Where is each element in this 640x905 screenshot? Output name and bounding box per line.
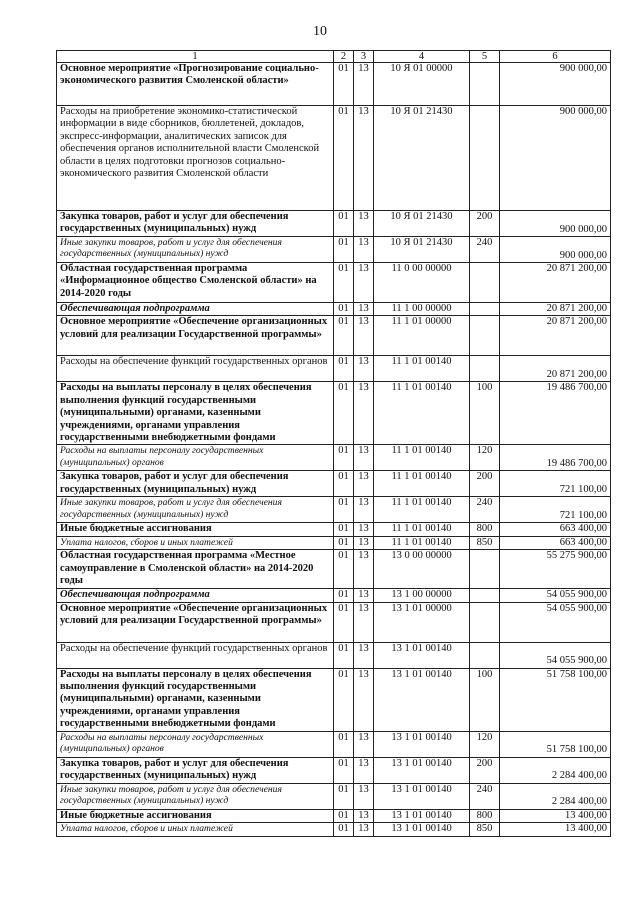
row-subsection: 13	[354, 589, 374, 602]
row-expense-type	[470, 303, 500, 316]
row-section: 01	[334, 550, 354, 589]
col-header-5: 5	[470, 51, 500, 63]
row-expense-type: 800	[470, 523, 500, 536]
row-section: 01	[334, 642, 354, 668]
table-row	[57, 445, 611, 471]
col-header-4: 4	[374, 51, 470, 63]
col-header-3: 3	[354, 51, 374, 63]
row-name: Иные бюджетные ассигнования	[57, 809, 334, 822]
row-target-code: 11 1 01 00140	[374, 471, 470, 497]
row-target-code: 13 1 01 00140	[374, 642, 470, 668]
row-name: Основное мероприятие «Обеспечение организационных условий для реализации Государственной программы»	[57, 602, 334, 642]
row-amount: 54 055 900,00	[500, 589, 611, 602]
row-name: Расходы на выплаты персоналу государственных (муниципальных) органов	[57, 445, 334, 471]
row-subsection: 13	[354, 757, 374, 783]
row-expense-type: 200	[470, 471, 500, 497]
row-subsection: 13	[354, 550, 374, 589]
table-row	[57, 523, 611, 536]
row-amount: 900 000,00	[500, 237, 611, 263]
row-subsection: 13	[354, 382, 374, 445]
table-row	[57, 602, 611, 642]
row-target-code: 11 0 00 00000	[374, 263, 470, 303]
row-subsection: 13	[354, 316, 374, 356]
row-section: 01	[334, 497, 354, 523]
row-section: 01	[334, 471, 354, 497]
row-subsection: 13	[354, 356, 374, 382]
row-name: Закупка товаров, работ и услуг для обеспечения государственных (муниципальных) нужд	[57, 757, 334, 783]
row-subsection: 13	[354, 237, 374, 263]
row-name: Закупка товаров, работ и услуг для обеспечения государственных (муниципальных) нужд	[57, 211, 334, 237]
row-amount: 20 871 200,00	[500, 303, 611, 316]
row-name: Основное мероприятие «Обеспечение организационных условий для реализации Государственной программы»	[57, 316, 334, 356]
row-section: 01	[334, 757, 354, 783]
row-target-code: 13 1 01 00140	[374, 783, 470, 809]
row-name: Уплата налогов, сборов и иных платежей	[57, 823, 334, 836]
row-subsection: 13	[354, 602, 374, 642]
row-amount: 54 055 900,00	[500, 602, 611, 642]
row-subsection: 13	[354, 536, 374, 549]
row-expense-type: 800	[470, 809, 500, 822]
row-amount: 51 758 100,00	[500, 731, 611, 757]
row-amount: 2 284 400,00	[500, 757, 611, 783]
row-expense-type	[470, 602, 500, 642]
row-section: 01	[334, 809, 354, 822]
row-expense-type	[470, 63, 500, 106]
row-expense-type: 240	[470, 237, 500, 263]
row-name: Расходы на обеспечение функций государственных органов	[57, 356, 334, 382]
row-expense-type	[470, 106, 500, 211]
row-amount: 20 871 200,00	[500, 263, 611, 303]
row-target-code: 13 0 00 00000	[374, 550, 470, 589]
table-row	[57, 471, 611, 497]
row-subsection: 13	[354, 471, 374, 497]
table-row	[57, 823, 611, 836]
row-expense-type	[470, 356, 500, 382]
row-subsection: 13	[354, 731, 374, 757]
row-section: 01	[334, 668, 354, 731]
row-section: 01	[334, 237, 354, 263]
row-target-code: 11 1 01 00140	[374, 523, 470, 536]
row-target-code: 13 1 01 00140	[374, 823, 470, 836]
row-subsection: 13	[354, 211, 374, 237]
row-expense-type: 850	[470, 536, 500, 549]
table-row	[57, 642, 611, 668]
row-expense-type: 850	[470, 823, 500, 836]
row-section: 01	[334, 823, 354, 836]
row-section: 01	[334, 316, 354, 356]
row-expense-type: 240	[470, 783, 500, 809]
row-target-code: 11 1 01 00140	[374, 445, 470, 471]
table-row	[57, 382, 611, 445]
row-amount: 55 275 900,00	[500, 550, 611, 589]
table-row	[57, 237, 611, 263]
table-row	[57, 356, 611, 382]
row-name: Основное мероприятие «Прогнозирование социально-экономического развития Смоленской области»	[57, 63, 334, 106]
row-expense-type	[470, 550, 500, 589]
row-section: 01	[334, 382, 354, 445]
row-amount: 900 000,00	[500, 211, 611, 237]
row-section: 01	[334, 445, 354, 471]
row-amount: 721 100,00	[500, 497, 611, 523]
row-section: 01	[334, 63, 354, 106]
row-amount: 13 400,00	[500, 823, 611, 836]
row-expense-type	[470, 316, 500, 356]
row-name: Уплата налогов, сборов и иных платежей	[57, 536, 334, 549]
row-target-code: 11 1 01 00140	[374, 382, 470, 445]
row-expense-type	[470, 589, 500, 602]
row-name: Областная государственная программа «Информационное общество Смоленской области» на 2014-2020 годы	[57, 263, 334, 303]
row-target-code: 13 1 01 00140	[374, 757, 470, 783]
table-row	[57, 303, 611, 316]
row-amount: 900 000,00	[500, 63, 611, 106]
row-target-code: 13 1 01 00000	[374, 602, 470, 642]
row-target-code: 11 1 01 00140	[374, 356, 470, 382]
row-name: Областная государственная программа «Местное самоуправление в Смоленской области» на 2014-2020 годы	[57, 550, 334, 589]
row-section: 01	[334, 106, 354, 211]
row-target-code: 13 1 00 00000	[374, 589, 470, 602]
row-name: Расходы на выплаты персоналу в целях обеспечения выполнения функций государственными (муниципальными) органами, казенными учреждениями, органами управления государственными внебюджетными фондами	[57, 382, 334, 445]
table-row	[57, 589, 611, 602]
col-header-1: 1	[57, 51, 334, 63]
row-name: Расходы на обеспечение функций государственных органов	[57, 642, 334, 668]
row-section: 01	[334, 523, 354, 536]
row-section: 01	[334, 356, 354, 382]
table-row	[57, 550, 611, 589]
row-subsection: 13	[354, 106, 374, 211]
row-expense-type	[470, 263, 500, 303]
row-expense-type: 200	[470, 757, 500, 783]
row-amount: 13 400,00	[500, 809, 611, 822]
row-section: 01	[334, 211, 354, 237]
row-name: Закупка товаров, работ и услуг для обеспечения государственных (муниципальных) нужд	[57, 471, 334, 497]
row-name: Иные закупки товаров, работ и услуг для обеспечения государственных (муниципальных) нужд	[57, 237, 334, 263]
row-target-code: 13 1 01 00140	[374, 809, 470, 822]
page-number: 10	[313, 24, 327, 39]
row-name: Иные бюджетные ассигнования	[57, 523, 334, 536]
row-subsection: 13	[354, 63, 374, 106]
row-subsection: 13	[354, 263, 374, 303]
row-amount: 663 400,00	[500, 536, 611, 549]
row-subsection: 13	[354, 668, 374, 731]
row-target-code: 11 1 00 00000	[374, 303, 470, 316]
row-name: Иные закупки товаров, работ и услуг для обеспечения государственных (муниципальных) нужд	[57, 497, 334, 523]
row-target-code: 11 1 01 00140	[374, 536, 470, 549]
budget-table	[56, 50, 611, 837]
row-section: 01	[334, 263, 354, 303]
row-amount: 19 486 700,00	[500, 445, 611, 471]
row-name: Обеспечивающая подпрограмма	[57, 589, 334, 602]
row-expense-type	[470, 642, 500, 668]
row-name: Расходы на приобретение экономико-статистической информации в виде сборников, бюллетеней, докладов, экспресс-информации, аналитических записок для обеспечения органов исполнительной власти Смоленской области в целях подготовки прогнозов социально-экономического развития Смоленской области	[57, 106, 334, 211]
row-subsection: 13	[354, 809, 374, 822]
row-amount: 2 284 400,00	[500, 783, 611, 809]
row-amount: 900 000,00	[500, 106, 611, 211]
row-expense-type: 100	[470, 668, 500, 731]
row-name: Иные закупки товаров, работ и услуг для обеспечения государственных (муниципальных) нужд	[57, 783, 334, 809]
table-row	[57, 668, 611, 731]
row-section: 01	[334, 589, 354, 602]
row-subsection: 13	[354, 783, 374, 809]
row-target-code: 11 1 01 00140	[374, 497, 470, 523]
table-row	[57, 783, 611, 809]
row-expense-type: 240	[470, 497, 500, 523]
table-row	[57, 536, 611, 549]
row-target-code: 10 Я 01 21430	[374, 106, 470, 211]
row-section: 01	[334, 303, 354, 316]
row-subsection: 13	[354, 497, 374, 523]
table-row	[57, 497, 611, 523]
row-subsection: 13	[354, 303, 374, 316]
table-row	[57, 63, 611, 106]
row-expense-type: 120	[470, 731, 500, 757]
row-expense-type: 100	[470, 382, 500, 445]
row-amount: 721 100,00	[500, 471, 611, 497]
row-amount: 20 871 200,00	[500, 316, 611, 356]
row-name: Расходы на выплаты персоналу государственных (муниципальных) органов	[57, 731, 334, 757]
row-target-code: 13 1 01 00140	[374, 731, 470, 757]
row-amount: 663 400,00	[500, 523, 611, 536]
row-section: 01	[334, 602, 354, 642]
row-section: 01	[334, 731, 354, 757]
table-row	[57, 316, 611, 356]
table-row	[57, 106, 611, 211]
table-row	[57, 211, 611, 237]
row-name: Обеспечивающая подпрограмма	[57, 303, 334, 316]
col-header-2: 2	[334, 51, 354, 63]
row-target-code: 10 Я 01 21430	[374, 237, 470, 263]
col-header-6: 6	[500, 51, 611, 63]
table-row	[57, 731, 611, 757]
row-subsection: 13	[354, 523, 374, 536]
row-name: Расходы на выплаты персоналу в целях обеспечения выполнения функций государственными (муниципальными) органами, казенными учреждениями, органами управления государственными внебюджетными фондами	[57, 668, 334, 731]
row-subsection: 13	[354, 642, 374, 668]
row-target-code: 13 1 01 00140	[374, 668, 470, 731]
row-amount: 51 758 100,00	[500, 668, 611, 731]
row-subsection: 13	[354, 823, 374, 836]
header-row	[57, 51, 611, 63]
table-row	[57, 263, 611, 303]
table-body	[57, 63, 611, 837]
row-section: 01	[334, 536, 354, 549]
row-amount: 54 055 900,00	[500, 642, 611, 668]
row-expense-type: 120	[470, 445, 500, 471]
row-amount: 19 486 700,00	[500, 382, 611, 445]
row-subsection: 13	[354, 445, 374, 471]
row-amount: 20 871 200,00	[500, 356, 611, 382]
row-target-code: 11 1 01 00000	[374, 316, 470, 356]
row-expense-type: 200	[470, 211, 500, 237]
row-target-code: 10 Я 01 00000	[374, 63, 470, 106]
table-row	[57, 757, 611, 783]
table-row	[57, 809, 611, 822]
row-target-code: 10 Я 01 21430	[374, 211, 470, 237]
row-section: 01	[334, 783, 354, 809]
